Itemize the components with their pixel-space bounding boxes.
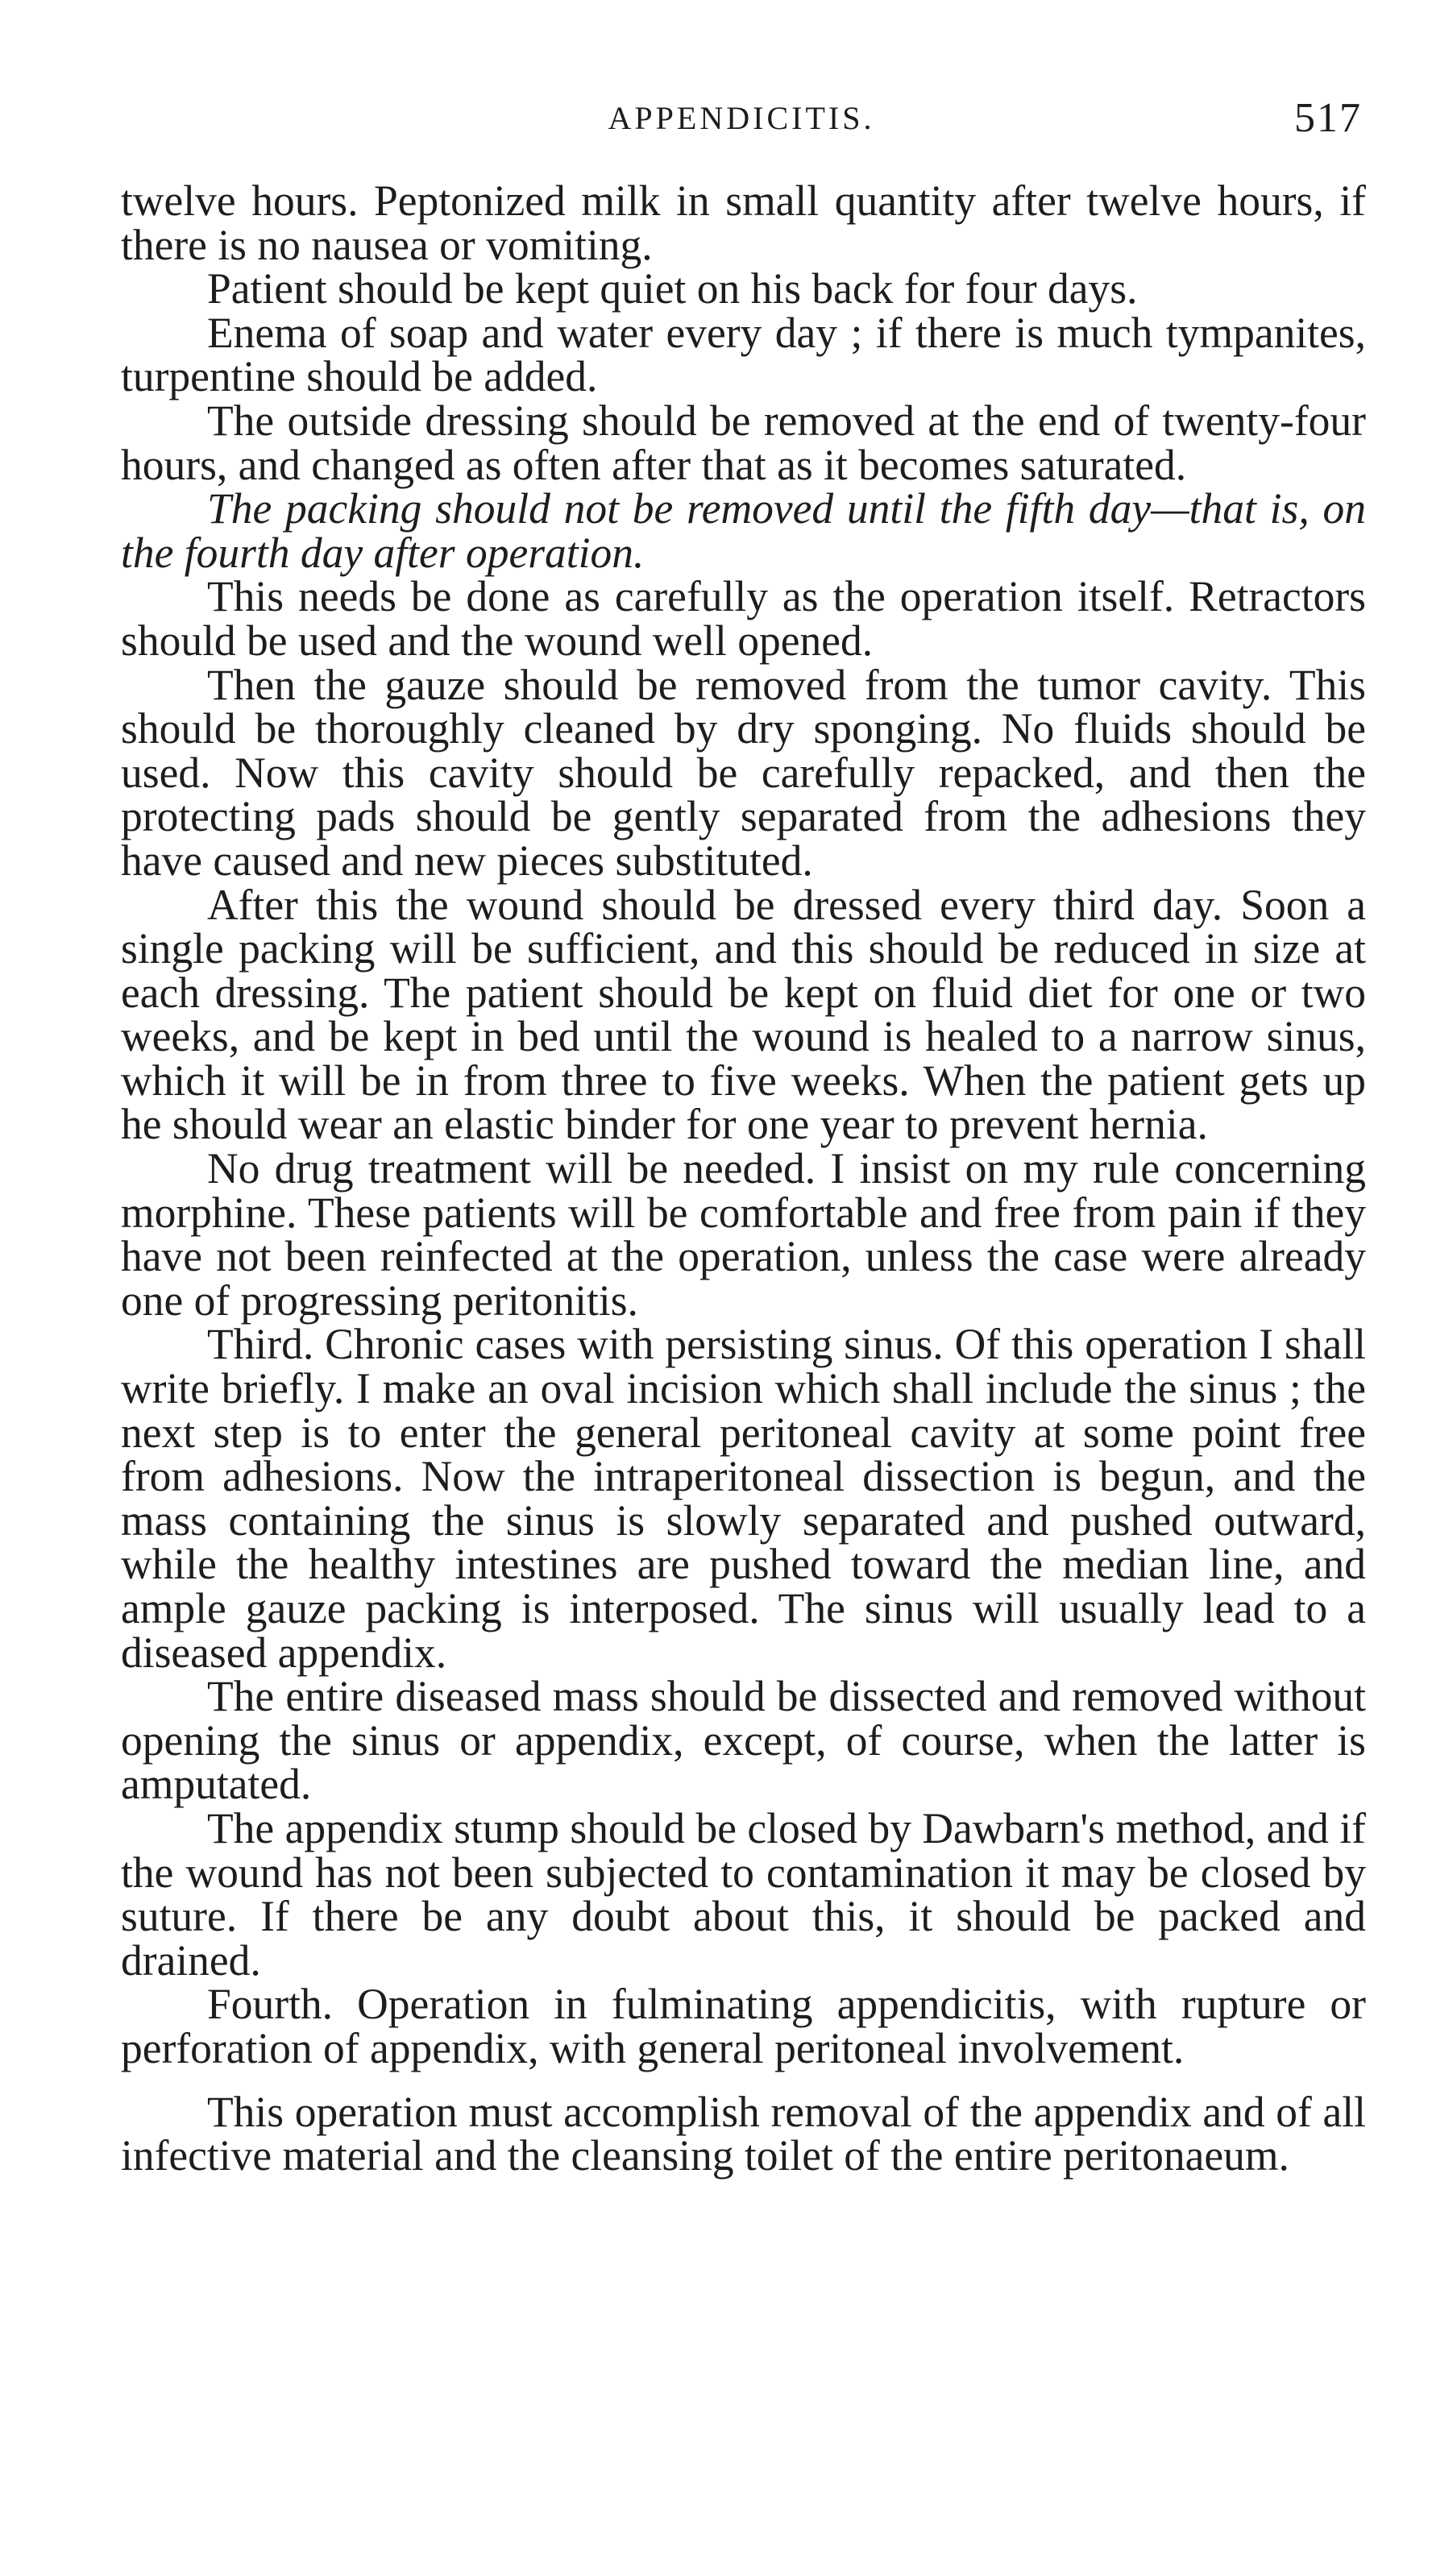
running-head [121,90,1362,147]
page-number: 517 [1294,95,1362,141]
paragraph-italic-emphasis: The packing should not be removed until the fifth day—that is, on the fourth day after operation. [121,484,1366,577]
paragraph: No drug treatment will be needed. I insist on my rule concerning morphine. These patients will be comfortable and free from pain if they have not been reinfected at the operation, unless the case were already one of progressing peritonitis. [121,1144,1366,1325]
body-text [121,176,1366,2180]
paragraph: Third. Chronic cases with persisting sinus. Of this operation I shall write briefly. I make an oval incision which shall include the sinus ; the next step is to enter the general peritoneal cavity at some point free from adhesions. Now the intraperitoneal dissection is begun, and the mass containing the sinus is slowly separated and pushed outward, while the healthy intestines are pushed toward the median line, and ample gauze packing is interposed. The sinus will usually lead to a diseased appendix. [121,1320,1366,1677]
paragraph: Then the gauze should be removed from the tumor cavity. This should be thoroughly cleaned by dry sponging. No fluids should be used. Now this cavity should be carefully repacked, and then the protecting pads should be gently separated from the adhesions they have caused and new pieces substituted. [121,660,1366,885]
paragraph: The appendix stump should be closed by Dawbarn's method, and if the wound has not been subjected to contamination it may be closed by suture. If there be any doubt about this, it should be packed and drained. [121,1803,1366,1985]
paragraph: The entire diseased mass should be dissected and removed without opening the sinus or appendix, except, of course, when the latter is amputated. [121,1672,1366,1809]
paragraph: Fourth. Operation in fulminating appendicitis, with rupture or perforation of appendix, with general peritoneal involvement. [121,1980,1366,2072]
paragraph: This needs be done as carefully as the operation itself. Retractors should be used and the wound well opened. [121,572,1366,665]
running-title: APPENDICITIS. [608,100,875,136]
paragraph: This operation must accomplish removal of the appendix and of all infective material and the cleansing toilet of the entire peritonaeum. [121,2087,1366,2180]
paragraph: The outside dressing should be removed at the end of twenty-four hours, and changed as often after that as it becomes saturated. [121,396,1366,489]
paragraph: Enema of soap and water every day ; if there is much tympanites, turpentine should be added. [121,308,1366,401]
paragraph: Patient should be kept quiet on his back for four days. [207,264,1138,313]
paragraph: After this the wound should be dressed every third day. Soon a single packing will be sufficient, and this should be reduced in size at each dressing. The patient should be kept on fluid diet for one or two weeks, and be kept in bed until the wound is healed to a narrow sinus, which it will be in from three to five weeks. When the patient gets up he should wear an elastic binder for one year to prevent hernia. [121,880,1366,1149]
paragraph-continuation: twelve hours. Peptonized milk in small quantity after twelve hours, if there is no nausea or vomiting. [121,176,1366,269]
